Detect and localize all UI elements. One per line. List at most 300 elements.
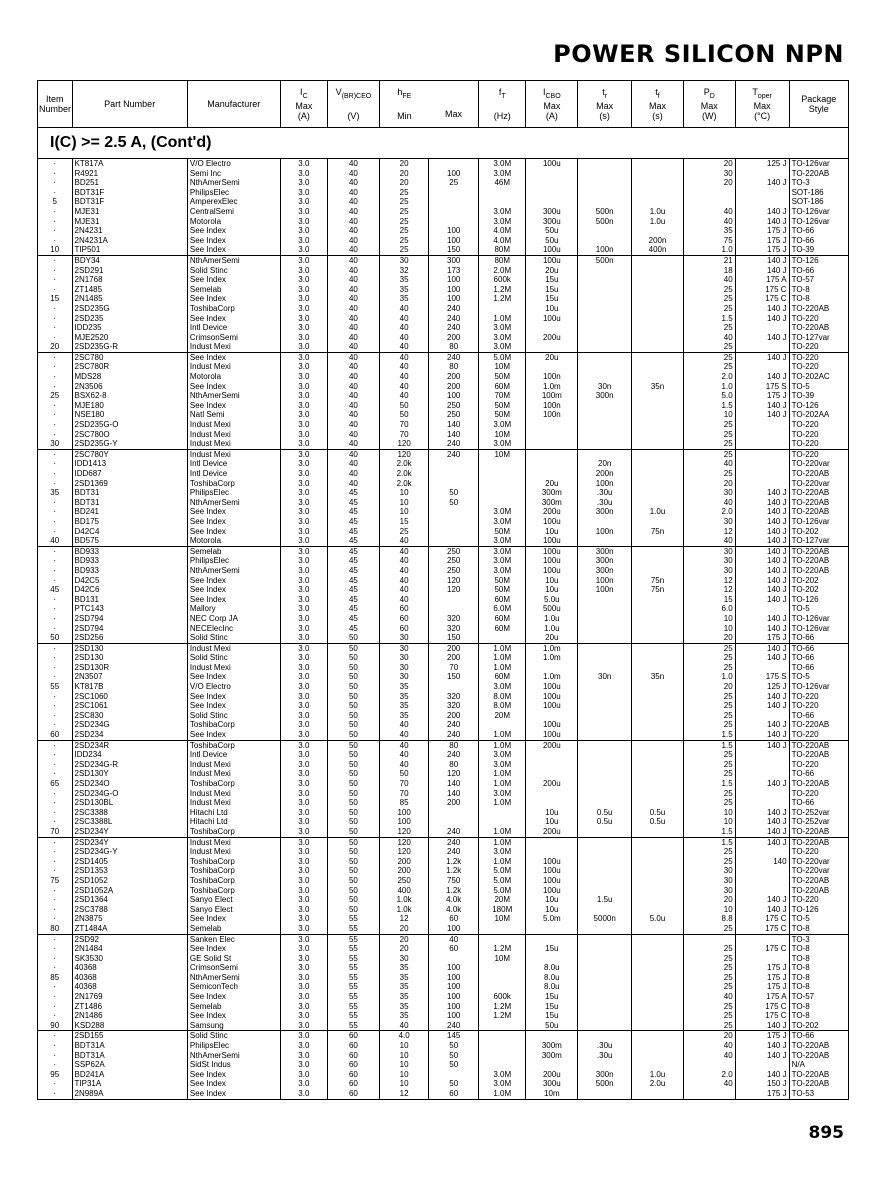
- cell-package-style: TO-57: [789, 275, 848, 285]
- cell-ic-max: 3.0: [280, 1041, 327, 1051]
- cell-manufacturer: See Index: [187, 595, 280, 605]
- cell-pd-max: 5.0: [683, 391, 735, 401]
- cell-ic-max: 3.0: [280, 711, 327, 721]
- cell-package-style: TO-220: [789, 895, 848, 905]
- cell-ic-max: 3.0: [280, 934, 327, 944]
- cell-toper-max: 175 J: [735, 963, 789, 973]
- cell-part-number: 2SD234O: [72, 779, 187, 789]
- cell-manufacturer: See Index: [187, 352, 280, 362]
- cell-manufacturer: ToshibaCorp: [187, 866, 280, 876]
- cell-ic-max: 3.0: [280, 595, 327, 605]
- cell-package-style: TO-126var: [789, 682, 848, 692]
- cell-tf-max: [632, 449, 684, 459]
- cell-icbo-max: [526, 362, 578, 372]
- table-row: [38, 914, 849, 924]
- cell-item-number: ·: [38, 1089, 73, 1099]
- cell-tr-max: [578, 934, 632, 944]
- cell-manufacturer: See Index: [187, 576, 280, 586]
- cell-pd-max: 25: [683, 304, 735, 314]
- cell-hfe-min: 35: [379, 1002, 429, 1012]
- table-row: [38, 372, 849, 382]
- cell-hfe-max: [429, 217, 479, 227]
- cell-hfe-max: [429, 507, 479, 517]
- cell-toper-max: [735, 798, 789, 808]
- cell-hfe-max: [429, 479, 479, 489]
- cell-ic-max: 3.0: [280, 750, 327, 760]
- cell-item-number: ·: [38, 217, 73, 227]
- cell-ft: 1.0M: [479, 653, 526, 663]
- table-row: [38, 779, 849, 789]
- cell-vbr-ceo: 40: [328, 410, 380, 420]
- cell-hfe-min: 30: [379, 653, 429, 663]
- table-row: [38, 1002, 849, 1012]
- cell-tr-max: 1.5u: [578, 895, 632, 905]
- cell-vbr-ceo: 40: [328, 285, 380, 295]
- cell-manufacturer: ToshibaCorp: [187, 886, 280, 896]
- cell-manufacturer: ToshibaCorp: [187, 720, 280, 730]
- cell-hfe-max: 250: [429, 556, 479, 566]
- cell-icbo-max: 100u: [526, 159, 578, 169]
- cell-tf-max: 75n: [632, 585, 684, 595]
- cell-vbr-ceo: 55: [328, 954, 380, 964]
- cell-tr-max: 300n: [578, 1070, 632, 1080]
- cell-hfe-min: 35: [379, 1011, 429, 1021]
- cell-ic-max: 3.0: [280, 207, 327, 217]
- cell-tr-max: [578, 837, 632, 847]
- cell-manufacturer: Motorola: [187, 217, 280, 227]
- cell-part-number: 2SC3788: [72, 905, 187, 915]
- cell-pd-max: 30: [683, 169, 735, 179]
- cell-ic-max: 3.0: [280, 789, 327, 799]
- cell-ic-max: 3.0: [280, 954, 327, 964]
- cell-vbr-ceo: 50: [328, 643, 380, 653]
- cell-ft: 3.0M: [479, 682, 526, 692]
- cell-hfe-max: 120: [429, 576, 479, 586]
- page-title: POWER SILICON NPN: [553, 40, 844, 68]
- cell-item-number: ·: [38, 159, 73, 169]
- cell-toper-max: 140 J: [735, 410, 789, 420]
- cell-tr-max: [578, 760, 632, 770]
- cell-tf-max: [632, 827, 684, 837]
- cell-manufacturer: Indust Mexi: [187, 439, 280, 449]
- cell-vbr-ceo: 45: [328, 566, 380, 576]
- cell-item-number: ·: [38, 314, 73, 324]
- cell-item-number: ·: [38, 817, 73, 827]
- cell-icbo-max: [526, 847, 578, 857]
- cell-pd-max: 1.5: [683, 837, 735, 847]
- table-row: [38, 934, 849, 944]
- cell-tf-max: [632, 294, 684, 304]
- cell-manufacturer: Indust Mexi: [187, 760, 280, 770]
- cell-item-number: ·: [38, 362, 73, 372]
- cell-toper-max: [735, 663, 789, 673]
- cell-hfe-max: 140: [429, 430, 479, 440]
- cell-hfe-min: 60: [379, 624, 429, 634]
- table-row: [38, 314, 849, 324]
- cell-manufacturer: Indust Mexi: [187, 769, 280, 779]
- cell-hfe-min: 10: [379, 1070, 429, 1080]
- cell-hfe-min: 40: [379, 750, 429, 760]
- cell-ic-max: 3.0: [280, 304, 327, 314]
- cell-manufacturer: Sanken Elec: [187, 934, 280, 944]
- cell-tf-max: [632, 255, 684, 265]
- cell-pd-max: 10: [683, 624, 735, 634]
- cell-package-style: TO-66: [789, 1031, 848, 1041]
- cell-item-number: ·: [38, 982, 73, 992]
- cell-icbo-max: 10u: [526, 585, 578, 595]
- cell-ft: 60M: [479, 672, 526, 682]
- cell-part-number: BD131: [72, 595, 187, 605]
- table-row: [38, 1031, 849, 1041]
- cell-toper-max: 175 J: [735, 973, 789, 983]
- table-row: [38, 362, 849, 372]
- cell-toper-max: 140 J: [735, 266, 789, 276]
- cell-tf-max: [632, 285, 684, 295]
- cell-part-number: BDY34: [72, 255, 187, 265]
- cell-item-number: ·: [38, 178, 73, 188]
- cell-tr-max: [578, 430, 632, 440]
- cell-tr-max: [578, 982, 632, 992]
- cell-tf-max: 1.0u: [632, 507, 684, 517]
- cell-package-style: TO-202AC: [789, 372, 848, 382]
- cell-package-style: TO-3: [789, 178, 848, 188]
- cell-hfe-max: 320: [429, 701, 479, 711]
- cell-icbo-max: [526, 798, 578, 808]
- cell-pd-max: 12: [683, 585, 735, 595]
- cell-tf-max: [632, 750, 684, 760]
- cell-vbr-ceo: 45: [328, 527, 380, 537]
- cell-vbr-ceo: 55: [328, 973, 380, 983]
- cell-hfe-max: 25: [429, 178, 479, 188]
- cell-toper-max: 140 J: [735, 730, 789, 740]
- cell-vbr-ceo: 40: [328, 401, 380, 411]
- cell-hfe-max: 240: [429, 847, 479, 857]
- cell-tf-max: [632, 624, 684, 634]
- table-row: [38, 730, 849, 740]
- cell-manufacturer: Semelab: [187, 285, 280, 295]
- cell-tf-max: 5.0u: [632, 914, 684, 924]
- cell-hfe-min: 50: [379, 769, 429, 779]
- cell-vbr-ceo: 40: [328, 382, 380, 392]
- cell-vbr-ceo: 45: [328, 624, 380, 634]
- cell-pd-max: 40: [683, 1041, 735, 1051]
- cell-hfe-max: 320: [429, 614, 479, 624]
- cell-pd-max: 25: [683, 789, 735, 799]
- cell-hfe-max: 150: [429, 245, 479, 255]
- cell-vbr-ceo: 40: [328, 188, 380, 198]
- cell-hfe-min: 120: [379, 827, 429, 837]
- cell-ft: 1.0M: [479, 1089, 526, 1099]
- cell-hfe-min: 70: [379, 789, 429, 799]
- cell-ic-max: 3.0: [280, 876, 327, 886]
- cell-tr-max: [578, 275, 632, 285]
- table-row: [38, 720, 849, 730]
- cell-manufacturer: Indust Mexi: [187, 430, 280, 440]
- cell-hfe-min: 40: [379, 760, 429, 770]
- cell-ft: 3.0M: [479, 1070, 526, 1080]
- cell-ic-max: 3.0: [280, 479, 327, 489]
- cell-pd-max: 25: [683, 663, 735, 673]
- cell-manufacturer: Indust Mexi: [187, 362, 280, 372]
- cell-toper-max: 175 J: [735, 226, 789, 236]
- cell-tr-max: [578, 992, 632, 1002]
- header-item-number: Item Number: [38, 81, 73, 128]
- cell-ic-max: 3.0: [280, 439, 327, 449]
- cell-ft: [479, 963, 526, 973]
- cell-package-style: TO-220AB: [789, 469, 848, 479]
- cell-ic-max: 3.0: [280, 740, 327, 750]
- cell-package-style: TO-8: [789, 963, 848, 973]
- cell-item-number: ·: [38, 1060, 73, 1070]
- cell-icbo-max: 100u: [526, 857, 578, 867]
- cell-toper-max: 175 J: [735, 633, 789, 643]
- cell-part-number: D42C4: [72, 527, 187, 537]
- cell-item-number: 75: [38, 876, 73, 886]
- cell-ft: 3.0M: [479, 546, 526, 556]
- cell-manufacturer: See Index: [187, 672, 280, 682]
- table-row: [38, 439, 849, 449]
- cell-ft: 60M: [479, 624, 526, 634]
- cell-manufacturer: See Index: [187, 992, 280, 1002]
- cell-tf-max: 35n: [632, 672, 684, 682]
- cell-ft: 3.0M: [479, 207, 526, 217]
- cell-package-style: TO-220: [789, 430, 848, 440]
- cell-part-number: 2SD1364: [72, 895, 187, 905]
- cell-tf-max: [632, 430, 684, 440]
- cell-ft: 10M: [479, 954, 526, 964]
- cell-manufacturer: Mallory: [187, 604, 280, 614]
- cell-ft: 3.0M: [479, 847, 526, 857]
- cell-toper-max: 140 J: [735, 905, 789, 915]
- cell-ic-max: 3.0: [280, 546, 327, 556]
- cell-manufacturer: PhilipsElec: [187, 488, 280, 498]
- cell-toper-max: 140 J: [735, 178, 789, 188]
- cell-hfe-max: [429, 536, 479, 546]
- cell-hfe-min: 25: [379, 217, 429, 227]
- cell-vbr-ceo: 50: [328, 760, 380, 770]
- cell-ic-max: 3.0: [280, 275, 327, 285]
- cell-item-number: ·: [38, 905, 73, 915]
- cell-part-number: KT817A: [72, 159, 187, 169]
- cell-pd-max: 15: [683, 595, 735, 605]
- cell-item-number: 90: [38, 1021, 73, 1031]
- cell-item-number: ·: [38, 352, 73, 362]
- cell-tf-max: [632, 973, 684, 983]
- cell-icbo-max: 50u: [526, 1021, 578, 1031]
- cell-icbo-max: 15u: [526, 1011, 578, 1021]
- cell-tf-max: 0.5u: [632, 808, 684, 818]
- cell-vbr-ceo: 40: [328, 236, 380, 246]
- cell-icbo-max: [526, 1060, 578, 1070]
- cell-part-number: 2N1484: [72, 944, 187, 954]
- cell-package-style: SOT-186: [789, 188, 848, 198]
- cell-hfe-max: 240: [429, 449, 479, 459]
- cell-tr-max: [578, 720, 632, 730]
- cell-ft: [479, 197, 526, 207]
- cell-package-style: TO-220var: [789, 479, 848, 489]
- cell-tf-max: [632, 663, 684, 673]
- cell-vbr-ceo: 40: [328, 420, 380, 430]
- cell-toper-max: 140 J: [735, 536, 789, 546]
- cell-ft: [479, 1060, 526, 1070]
- cell-toper-max: [735, 430, 789, 440]
- cell-part-number: BD575: [72, 536, 187, 546]
- cell-tf-max: [632, 439, 684, 449]
- cell-package-style: TO-220AB: [789, 556, 848, 566]
- cell-hfe-max: [429, 159, 479, 169]
- cell-icbo-max: 10u: [526, 895, 578, 905]
- table-row: [38, 275, 849, 285]
- cell-tr-max: [578, 595, 632, 605]
- cell-pd-max: 25: [683, 449, 735, 459]
- cell-icbo-max: [526, 954, 578, 964]
- cell-toper-max: 175 J: [735, 982, 789, 992]
- cell-manufacturer: Semelab: [187, 1002, 280, 1012]
- cell-package-style: TO-202AA: [789, 410, 848, 420]
- cell-pd-max: 25: [683, 798, 735, 808]
- cell-hfe-max: 50: [429, 1060, 479, 1070]
- cell-ft: 1.2M: [479, 944, 526, 954]
- cell-tf-max: [632, 488, 684, 498]
- cell-item-number: ·: [38, 410, 73, 420]
- table-row: [38, 633, 849, 643]
- cell-pd-max: 25: [683, 430, 735, 440]
- cell-tf-max: [632, 682, 684, 692]
- cell-pd-max: 25: [683, 711, 735, 721]
- cell-manufacturer: NthAmerSemi: [187, 498, 280, 508]
- cell-ic-max: 3.0: [280, 760, 327, 770]
- cell-hfe-min: 10: [379, 1060, 429, 1070]
- cell-ic-max: 3.0: [280, 1060, 327, 1070]
- cell-ft: 60M: [479, 595, 526, 605]
- cell-vbr-ceo: 50: [328, 730, 380, 740]
- table-row: [38, 963, 849, 973]
- cell-package-style: TO-66: [789, 236, 848, 246]
- cell-hfe-max: 750: [429, 876, 479, 886]
- cell-part-number: BD933: [72, 556, 187, 566]
- cell-pd-max: 25: [683, 750, 735, 760]
- cell-ft: 1.0M: [479, 798, 526, 808]
- cell-ic-max: 3.0: [280, 236, 327, 246]
- cell-tr-max: 100n: [578, 585, 632, 595]
- cell-vbr-ceo: 50: [328, 711, 380, 721]
- cell-icbo-max: [526, 342, 578, 352]
- cell-ft: 50M: [479, 527, 526, 537]
- cell-package-style: TO-220AB: [789, 876, 848, 886]
- cell-ft: 5.0M: [479, 866, 526, 876]
- cell-tf-max: [632, 1002, 684, 1012]
- cell-toper-max: 140 J: [735, 701, 789, 711]
- cell-pd-max: 25: [683, 701, 735, 711]
- cell-tr-max: 30n: [578, 382, 632, 392]
- cell-icbo-max: 10u: [526, 304, 578, 314]
- cell-tf-max: [632, 566, 684, 576]
- cell-tf-max: [632, 711, 684, 721]
- cell-ft: [479, 488, 526, 498]
- cell-pd-max: 30: [683, 866, 735, 876]
- cell-vbr-ceo: 60: [328, 1089, 380, 1099]
- cell-tr-max: .30u: [578, 488, 632, 498]
- cell-part-number: SK3530: [72, 954, 187, 964]
- table-row: [38, 992, 849, 1002]
- table-row: [38, 1060, 849, 1070]
- cell-vbr-ceo: 50: [328, 750, 380, 760]
- cell-tr-max: [578, 1031, 632, 1041]
- cell-hfe-min: 12: [379, 1089, 429, 1099]
- cell-icbo-max: 15u: [526, 285, 578, 295]
- cell-ic-max: 3.0: [280, 1021, 327, 1031]
- cell-package-style: TO-5: [789, 672, 848, 682]
- cell-tf-max: [632, 595, 684, 605]
- cell-toper-max: 140 J: [735, 837, 789, 847]
- cell-tf-max: 400n: [632, 245, 684, 255]
- cell-ft: 50M: [479, 585, 526, 595]
- cell-toper-max: [735, 439, 789, 449]
- cell-package-style: TO-220: [789, 449, 848, 459]
- cell-tf-max: [632, 197, 684, 207]
- cell-tr-max: 300n: [578, 566, 632, 576]
- cell-vbr-ceo: 50: [328, 866, 380, 876]
- cell-ic-max: 3.0: [280, 653, 327, 663]
- cell-ic-max: 3.0: [280, 624, 327, 634]
- cell-item-number: 15: [38, 294, 73, 304]
- cell-item-number: ·: [38, 604, 73, 614]
- cell-part-number: 40368: [72, 963, 187, 973]
- table-row: [38, 954, 849, 964]
- cell-pd-max: 1.5: [683, 827, 735, 837]
- cell-tr-max: 500n: [578, 217, 632, 227]
- table-row: [38, 449, 849, 459]
- cell-vbr-ceo: 50: [328, 847, 380, 857]
- table-row: [38, 382, 849, 392]
- cell-manufacturer: NthAmerSemi: [187, 566, 280, 576]
- table-row: [38, 527, 849, 537]
- cell-item-number: 35: [38, 488, 73, 498]
- cell-manufacturer: PhilipsElec: [187, 1041, 280, 1051]
- cell-tf-max: [632, 604, 684, 614]
- cell-pd-max: 40: [683, 207, 735, 217]
- cell-manufacturer: See Index: [187, 507, 280, 517]
- cell-vbr-ceo: 40: [328, 217, 380, 227]
- cell-vbr-ceo: 45: [328, 604, 380, 614]
- table-header: [38, 81, 849, 159]
- cell-tf-max: [632, 391, 684, 401]
- cell-ft: [479, 304, 526, 314]
- cell-package-style: TO-66: [789, 711, 848, 721]
- cell-toper-max: 140 J: [735, 498, 789, 508]
- cell-pd-max: [683, 1060, 735, 1070]
- cell-vbr-ceo: 50: [328, 740, 380, 750]
- cell-manufacturer: AmperexElec: [187, 197, 280, 207]
- cell-ft: 70M: [479, 391, 526, 401]
- cell-icbo-max: 5.0m: [526, 914, 578, 924]
- cell-ft: 4.0M: [479, 236, 526, 246]
- cell-hfe-max: [429, 517, 479, 527]
- cell-toper-max: 140 J: [735, 401, 789, 411]
- cell-manufacturer: Hitachi Ltd: [187, 817, 280, 827]
- cell-pd-max: 25: [683, 352, 735, 362]
- cell-tf-max: [632, 498, 684, 508]
- cell-ft: [479, 973, 526, 983]
- cell-icbo-max: 1.0u: [526, 614, 578, 624]
- cell-package-style: TO-220AB: [789, 488, 848, 498]
- cell-tf-max: [632, 866, 684, 876]
- cell-item-number: ·: [38, 576, 73, 586]
- cell-item-number: ·: [38, 643, 73, 653]
- cell-hfe-max: 200: [429, 798, 479, 808]
- cell-toper-max: 140 J: [735, 595, 789, 605]
- cell-tr-max: [578, 1011, 632, 1021]
